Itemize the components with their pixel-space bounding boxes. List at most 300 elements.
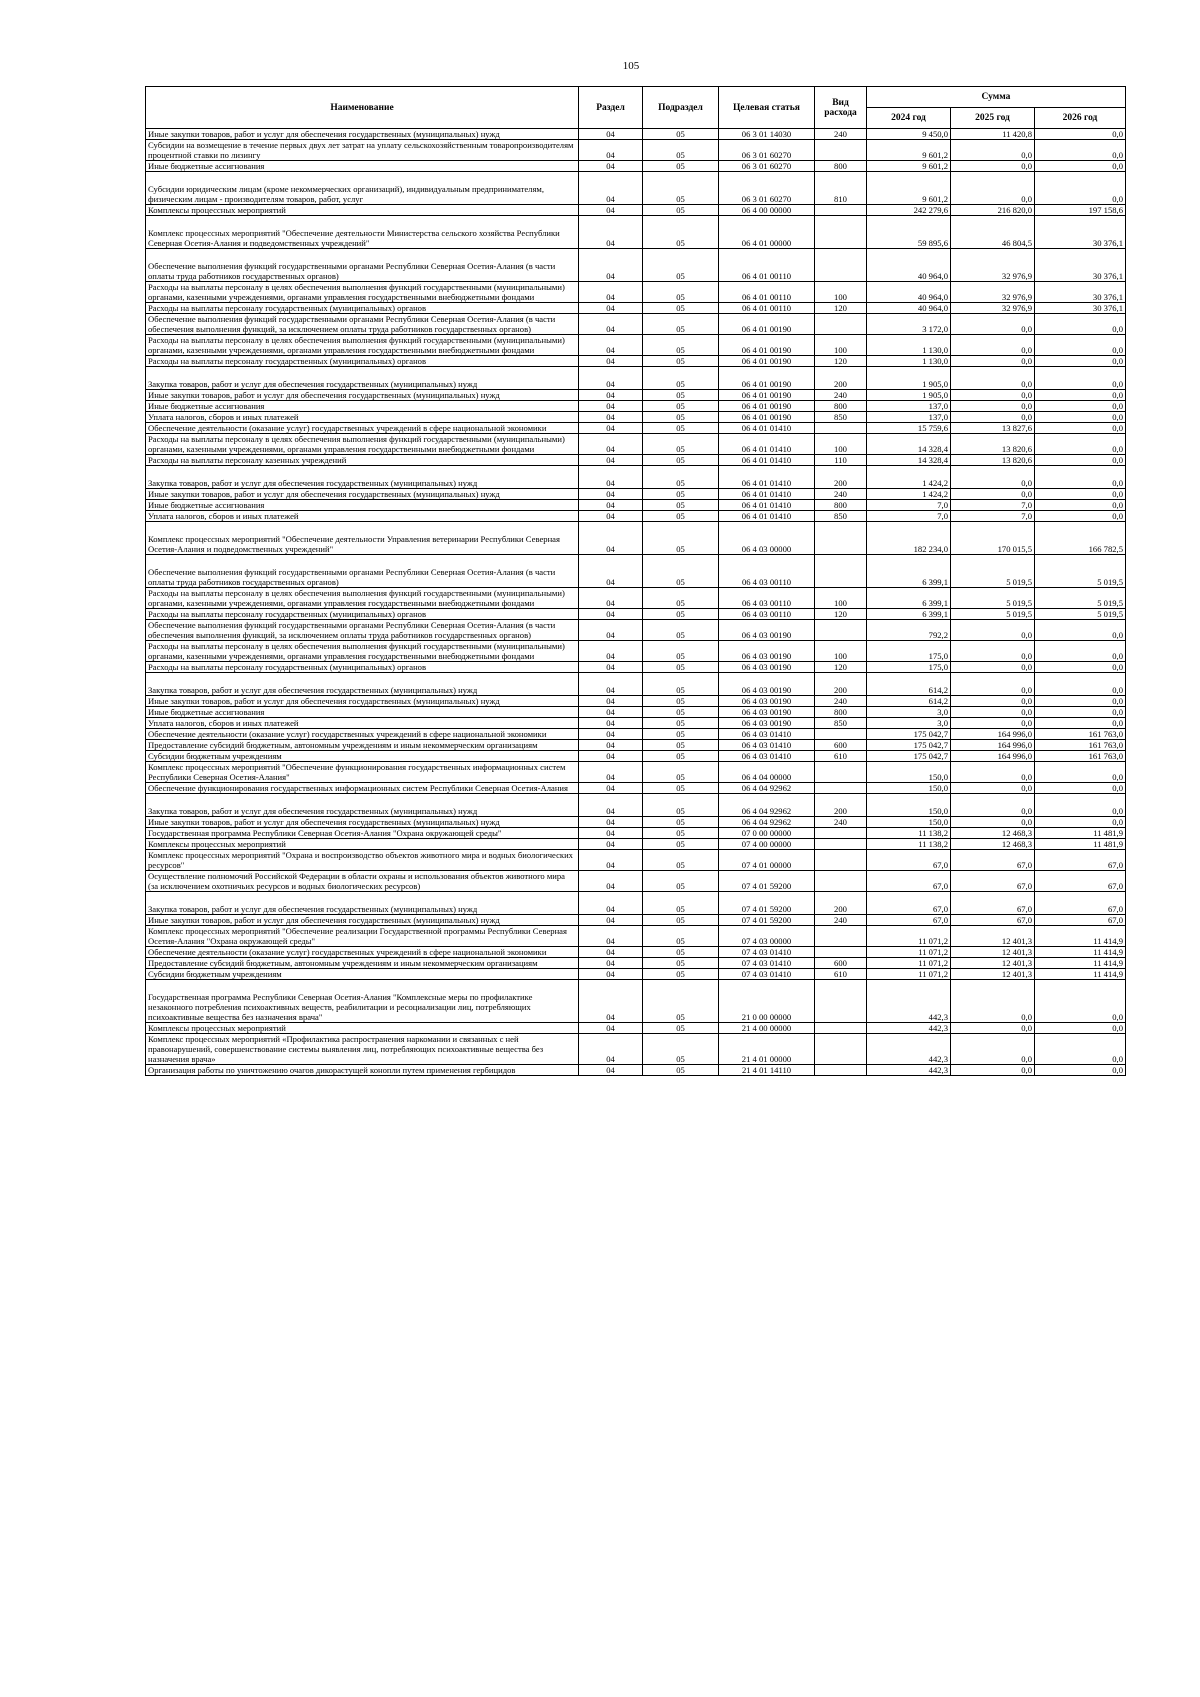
cell-target: 06 3 01 60270 <box>719 161 815 172</box>
table-row <box>146 740 1126 751</box>
cell-vid <box>815 839 867 850</box>
cell-target: 06 4 00 00000 <box>719 205 815 216</box>
cell-vid <box>815 1034 867 1065</box>
cell-2025: 0,0 <box>951 641 1035 662</box>
cell-2026: 0,0 <box>1035 412 1126 423</box>
cell-razdel: 04 <box>579 500 643 511</box>
cell-podrazdel: 05 <box>643 609 719 620</box>
cell-target: 06 4 04 92962 <box>719 794 815 817</box>
cell-2026: 0,0 <box>1035 980 1126 1023</box>
cell-target: 06 4 04 92962 <box>719 783 815 794</box>
cell-2026: 0,0 <box>1035 817 1126 828</box>
cell-2025: 216 820,0 <box>951 205 1035 216</box>
cell-2026: 166 782,5 <box>1035 522 1126 555</box>
cell-2025: 0,0 <box>951 673 1035 696</box>
cell-2026: 197 158,6 <box>1035 205 1126 216</box>
cell-2025: 12 401,3 <box>951 969 1035 980</box>
cell-2024: 40 964,0 <box>867 282 951 303</box>
table-row <box>146 828 1126 839</box>
cell-name: Закупка товаров, работ и услуг для обеспечения государственных (муниципальных) нужд <box>146 367 579 390</box>
cell-razdel: 04 <box>579 356 643 367</box>
cell-target: 21 4 00 00000 <box>719 1023 815 1034</box>
cell-target: 06 4 03 01410 <box>719 740 815 751</box>
cell-name: Расходы на выплаты персоналу государственных (муниципальных) органов <box>146 662 579 673</box>
cell-vid: 120 <box>815 609 867 620</box>
cell-2024: 7,0 <box>867 511 951 522</box>
cell-razdel: 04 <box>579 161 643 172</box>
cell-podrazdel: 05 <box>643 958 719 969</box>
cell-target: 06 4 04 00000 <box>719 762 815 783</box>
cell-2026: 0,0 <box>1035 172 1126 205</box>
cell-target: 06 4 01 00190 <box>719 412 815 423</box>
cell-razdel: 04 <box>579 511 643 522</box>
cell-target: 07 4 01 59200 <box>719 871 815 892</box>
table-row <box>146 401 1126 412</box>
cell-razdel: 04 <box>579 980 643 1023</box>
cell-2025: 0,0 <box>951 707 1035 718</box>
table-row <box>146 466 1126 489</box>
cell-2026: 0,0 <box>1035 620 1126 641</box>
cell-2024: 40 964,0 <box>867 303 951 314</box>
cell-name: Обеспечение выполнения функций государственными органами Республики Северная Осетия-Алания (в части обеспечения выполнения функций, за исключением оплаты труда работников государственных органов) <box>146 620 579 641</box>
cell-target: 07 4 00 00000 <box>719 839 815 850</box>
table-row <box>146 1023 1126 1034</box>
cell-vid <box>815 314 867 335</box>
cell-name: Иные закупки товаров, работ и услуг для обеспечения государственных (муниципальных) нужд <box>146 390 579 401</box>
cell-2024: 9 601,2 <box>867 140 951 161</box>
cell-2026: 0,0 <box>1035 707 1126 718</box>
cell-2024: 6 399,1 <box>867 609 951 620</box>
cell-podrazdel: 05 <box>643 641 719 662</box>
cell-podrazdel: 05 <box>643 303 719 314</box>
cell-2024: 9 450,0 <box>867 129 951 140</box>
cell-podrazdel: 05 <box>643 696 719 707</box>
cell-2024: 14 328,4 <box>867 455 951 466</box>
cell-vid <box>815 926 867 947</box>
cell-podrazdel: 05 <box>643 129 719 140</box>
cell-2024: 9 601,2 <box>867 172 951 205</box>
cell-2026: 0,0 <box>1035 794 1126 817</box>
cell-razdel: 04 <box>579 718 643 729</box>
cell-2024: 15 759,6 <box>867 423 951 434</box>
cell-target: 06 4 01 00110 <box>719 303 815 314</box>
cell-name: Обеспечение деятельности (оказание услуг) государственных учреждений в сфере национальной экономики <box>146 729 579 740</box>
cell-razdel: 04 <box>579 412 643 423</box>
cell-target: 06 4 01 00190 <box>719 367 815 390</box>
cell-2026: 0,0 <box>1035 762 1126 783</box>
cell-vid: 240 <box>815 129 867 140</box>
cell-name: Комплексы процессных мероприятий <box>146 205 579 216</box>
cell-razdel: 04 <box>579 620 643 641</box>
cell-name: Расходы на выплаты персоналу государственных (муниципальных) органов <box>146 303 579 314</box>
cell-razdel: 04 <box>579 794 643 817</box>
cell-vid: 610 <box>815 751 867 762</box>
cell-2026: 161 763,0 <box>1035 729 1126 740</box>
cell-podrazdel: 05 <box>643 729 719 740</box>
cell-2024: 175 042,7 <box>867 729 951 740</box>
cell-2024: 9 601,2 <box>867 161 951 172</box>
cell-podrazdel: 05 <box>643 500 719 511</box>
cell-target: 06 4 01 01410 <box>719 500 815 511</box>
cell-name: Иные бюджетные ассигнования <box>146 707 579 718</box>
cell-podrazdel: 05 <box>643 662 719 673</box>
cell-2025: 0,0 <box>951 696 1035 707</box>
cell-2024: 175 042,7 <box>867 751 951 762</box>
cell-name: Иные закупки товаров, работ и услуг для обеспечения государственных (муниципальных) нужд <box>146 817 579 828</box>
cell-name: Комплекс процессных мероприятий "Обеспечение деятельности Министерства сельского хозяйства Республики Северная Осетия-Алания и подведомственных учреждений" <box>146 216 579 249</box>
cell-razdel: 04 <box>579 850 643 871</box>
cell-name: Государственная программа Республики Северная Осетия-Алания "Комплексные меры по профилактике незаконного потребления психоактивных веществ, реабилитации и ресоциализации лиц, потребляющих психоактивные вещества без назначения врача" <box>146 980 579 1023</box>
cell-target: 07 4 03 01410 <box>719 947 815 958</box>
cell-2024: 3,0 <box>867 718 951 729</box>
cell-2025: 67,0 <box>951 915 1035 926</box>
cell-name: Уплата налогов, сборов и иных платежей <box>146 412 579 423</box>
cell-2025: 0,0 <box>951 140 1035 161</box>
cell-2025: 7,0 <box>951 511 1035 522</box>
cell-target: 07 4 01 59200 <box>719 915 815 926</box>
header-2025: 2025 год <box>951 108 1035 129</box>
cell-name: Расходы на выплаты персоналу в целях обеспечения выполнения функций государственными (муниципальными) органами, казенными учреждениями, органами управления государственными внебюджетными фондами <box>146 282 579 303</box>
cell-target: 07 4 01 00000 <box>719 850 815 871</box>
cell-vid: 240 <box>815 489 867 500</box>
cell-2025: 0,0 <box>951 314 1035 335</box>
cell-name: Комплексы процессных мероприятий <box>146 839 579 850</box>
cell-vid <box>815 850 867 871</box>
cell-podrazdel: 05 <box>643 783 719 794</box>
cell-2025: 164 996,0 <box>951 740 1035 751</box>
cell-vid <box>815 828 867 839</box>
cell-target: 06 4 03 00190 <box>719 641 815 662</box>
table-row <box>146 762 1126 783</box>
cell-2025: 0,0 <box>951 762 1035 783</box>
cell-razdel: 04 <box>579 249 643 282</box>
cell-2026: 0,0 <box>1035 356 1126 367</box>
cell-name: Предоставление субсидий бюджетным, автономным учреждениям и иным некоммерческим организациям <box>146 958 579 969</box>
cell-vid: 800 <box>815 707 867 718</box>
cell-vid: 610 <box>815 969 867 980</box>
cell-2025: 0,0 <box>951 718 1035 729</box>
cell-2025: 164 996,0 <box>951 729 1035 740</box>
cell-2025: 0,0 <box>951 783 1035 794</box>
cell-2026: 5 019,5 <box>1035 588 1126 609</box>
cell-2025: 13 827,6 <box>951 423 1035 434</box>
cell-2025: 12 401,3 <box>951 926 1035 947</box>
cell-name: Расходы на выплаты персоналу казенных учреждений <box>146 455 579 466</box>
cell-2024: 242 279,6 <box>867 205 951 216</box>
table-row <box>146 216 1126 249</box>
cell-2026: 11 414,9 <box>1035 947 1126 958</box>
cell-2026: 0,0 <box>1035 1065 1126 1076</box>
cell-razdel: 04 <box>579 390 643 401</box>
cell-2024: 67,0 <box>867 871 951 892</box>
cell-vid: 600 <box>815 740 867 751</box>
cell-target: 07 4 03 01410 <box>719 969 815 980</box>
cell-razdel: 04 <box>579 969 643 980</box>
cell-podrazdel: 05 <box>643 401 719 412</box>
table-row <box>146 455 1126 466</box>
cell-razdel: 04 <box>579 839 643 850</box>
table-row <box>146 500 1126 511</box>
cell-target: 06 4 03 00190 <box>719 707 815 718</box>
cell-razdel: 04 <box>579 673 643 696</box>
cell-razdel: 04 <box>579 205 643 216</box>
table-row <box>146 969 1126 980</box>
cell-name: Уплата налогов, сборов и иных платежей <box>146 718 579 729</box>
cell-podrazdel: 05 <box>643 161 719 172</box>
cell-2024: 150,0 <box>867 817 951 828</box>
cell-vid <box>815 1065 867 1076</box>
table-row <box>146 367 1126 390</box>
cell-2026: 0,0 <box>1035 314 1126 335</box>
cell-razdel: 04 <box>579 522 643 555</box>
cell-2025: 5 019,5 <box>951 609 1035 620</box>
header-razdel: Раздел <box>579 87 643 129</box>
cell-podrazdel: 05 <box>643 335 719 356</box>
cell-2024: 6 399,1 <box>867 555 951 588</box>
cell-razdel: 04 <box>579 817 643 828</box>
cell-target: 06 4 01 01410 <box>719 489 815 500</box>
cell-2026: 0,0 <box>1035 401 1126 412</box>
cell-2024: 11 071,2 <box>867 958 951 969</box>
cell-vid <box>815 522 867 555</box>
table-row <box>146 783 1126 794</box>
cell-razdel: 04 <box>579 140 643 161</box>
cell-razdel: 04 <box>579 926 643 947</box>
table-row <box>146 696 1126 707</box>
table-row <box>146 522 1126 555</box>
cell-2024: 11 071,2 <box>867 947 951 958</box>
cell-2026: 0,0 <box>1035 140 1126 161</box>
cell-2024: 1 905,0 <box>867 390 951 401</box>
table-row <box>146 161 1126 172</box>
cell-target: 06 4 01 00190 <box>719 335 815 356</box>
cell-podrazdel: 05 <box>643 356 719 367</box>
cell-podrazdel: 05 <box>643 314 719 335</box>
cell-2026: 161 763,0 <box>1035 751 1126 762</box>
cell-podrazdel: 05 <box>643 367 719 390</box>
cell-razdel: 04 <box>579 729 643 740</box>
cell-name: Субсидии бюджетным учреждениям <box>146 751 579 762</box>
table-row <box>146 871 1126 892</box>
cell-podrazdel: 05 <box>643 466 719 489</box>
cell-2026: 11 481,9 <box>1035 828 1126 839</box>
cell-name: Закупка товаров, работ и услуг для обеспечения государственных (муниципальных) нужд <box>146 794 579 817</box>
cell-target: 06 3 01 60270 <box>719 172 815 205</box>
cell-2026: 0,0 <box>1035 129 1126 140</box>
table-row <box>146 641 1126 662</box>
cell-target: 06 4 01 00190 <box>719 401 815 412</box>
cell-2026: 0,0 <box>1035 367 1126 390</box>
cell-2026: 30 376,1 <box>1035 249 1126 282</box>
header-vid: Вид расхода <box>815 87 867 129</box>
cell-2026: 67,0 <box>1035 850 1126 871</box>
cell-name: Расходы на выплаты персоналу в целях обеспечения выполнения функций государственными (муниципальными) органами, казенными учреждениями, органами управления государственными внебюджетными фондами <box>146 588 579 609</box>
cell-2025: 11 420,8 <box>951 129 1035 140</box>
cell-2024: 14 328,4 <box>867 434 951 455</box>
cell-name: Комплекс процессных мероприятий "Обеспечение функционирования государственных информационных систем Республики Северная Осетия-Алания" <box>146 762 579 783</box>
cell-2026: 0,0 <box>1035 335 1126 356</box>
cell-2026: 5 019,5 <box>1035 609 1126 620</box>
cell-target: 06 3 01 14030 <box>719 129 815 140</box>
cell-podrazdel: 05 <box>643 828 719 839</box>
cell-name: Комплекс процессных мероприятий "Охрана и воспроизводство объектов животного мира и водных биологических ресурсов" <box>146 850 579 871</box>
cell-razdel: 04 <box>579 423 643 434</box>
cell-2025: 67,0 <box>951 892 1035 915</box>
cell-2024: 150,0 <box>867 794 951 817</box>
cell-vid: 200 <box>815 892 867 915</box>
cell-2024: 11 138,2 <box>867 839 951 850</box>
cell-target: 06 4 03 00190 <box>719 673 815 696</box>
cell-razdel: 04 <box>579 314 643 335</box>
cell-podrazdel: 05 <box>643 489 719 500</box>
cell-podrazdel: 05 <box>643 205 719 216</box>
cell-razdel: 04 <box>579 489 643 500</box>
cell-2025: 13 820,6 <box>951 455 1035 466</box>
table-row <box>146 282 1126 303</box>
cell-podrazdel: 05 <box>643 423 719 434</box>
cell-name: Субсидии на возмещение в течение первых двух лет затрат на уплату сельскохозяйственным товаропроизводителям процентной ставки по лизингу <box>146 140 579 161</box>
cell-2026: 0,0 <box>1035 489 1126 500</box>
cell-2026: 67,0 <box>1035 871 1126 892</box>
table-header <box>146 87 1126 129</box>
cell-2025: 0,0 <box>951 356 1035 367</box>
cell-vid <box>815 205 867 216</box>
cell-2024: 614,2 <box>867 673 951 696</box>
cell-name: Обеспечение выполнения функций государственными органами Республики Северная Осетия-Алания (в части обеспечения выполнения функций, за исключением оплаты труда работников государственных органов) <box>146 314 579 335</box>
cell-2024: 137,0 <box>867 401 951 412</box>
cell-vid <box>815 980 867 1023</box>
cell-2026: 0,0 <box>1035 161 1126 172</box>
table-row <box>146 947 1126 958</box>
cell-vid: 240 <box>815 817 867 828</box>
cell-target: 06 4 03 00110 <box>719 588 815 609</box>
cell-name: Комплекс процессных мероприятий "Обеспечение реализации Государственной программы Республики Северная Осетия-Алания "Охрана окружающей среды" <box>146 926 579 947</box>
cell-2026: 0,0 <box>1035 1034 1126 1065</box>
cell-name: Расходы на выплаты персоналу государственных (муниципальных) органов <box>146 609 579 620</box>
table-row <box>146 707 1126 718</box>
cell-vid <box>815 783 867 794</box>
page-number: 105 <box>622 60 640 72</box>
header-podrazdel: Подраздел <box>643 87 719 129</box>
cell-vid: 200 <box>815 794 867 817</box>
cell-2024: 11 071,2 <box>867 969 951 980</box>
cell-razdel: 04 <box>579 662 643 673</box>
cell-2025: 7,0 <box>951 500 1035 511</box>
cell-target: 21 4 01 00000 <box>719 1034 815 1065</box>
cell-vid: 200 <box>815 673 867 696</box>
table-row <box>146 1034 1126 1065</box>
cell-vid <box>815 1023 867 1034</box>
table-row <box>146 434 1126 455</box>
cell-2025: 46 804,5 <box>951 216 1035 249</box>
cell-name: Обеспечение выполнения функций государственными органами Республики Северная Осетия-Алания (в части оплаты труда работников государственных органов) <box>146 249 579 282</box>
cell-vid: 800 <box>815 500 867 511</box>
cell-razdel: 04 <box>579 871 643 892</box>
table-row <box>146 390 1126 401</box>
table-row <box>146 140 1126 161</box>
cell-target: 06 4 01 01410 <box>719 455 815 466</box>
cell-2025: 0,0 <box>951 794 1035 817</box>
cell-vid: 240 <box>815 390 867 401</box>
cell-target: 07 4 03 01410 <box>719 958 815 969</box>
header-2026: 2026 год <box>1035 108 1126 129</box>
cell-2026: 30 376,1 <box>1035 282 1126 303</box>
cell-podrazdel: 05 <box>643 1065 719 1076</box>
table-row <box>146 489 1126 500</box>
cell-2024: 1 424,2 <box>867 489 951 500</box>
cell-name: Комплекс процессных мероприятий "Обеспечение деятельности Управления ветеринарии Республики Северная Осетия-Алания и подведомственных учреждений" <box>146 522 579 555</box>
cell-razdel: 04 <box>579 455 643 466</box>
table-row <box>146 620 1126 641</box>
cell-2025: 0,0 <box>951 980 1035 1023</box>
cell-2026: 11 414,9 <box>1035 969 1126 980</box>
table-row <box>146 839 1126 850</box>
cell-2026: 11 481,9 <box>1035 839 1126 850</box>
cell-target: 06 4 01 00000 <box>719 216 815 249</box>
cell-2026: 67,0 <box>1035 915 1126 926</box>
cell-target: 06 4 01 00190 <box>719 356 815 367</box>
cell-name: Расходы на выплаты персоналу в целях обеспечения выполнения функций государственными (муниципальными) органами, казенными учреждениями, органами управления государственными внебюджетными фондами <box>146 434 579 455</box>
cell-vid: 110 <box>815 455 867 466</box>
cell-podrazdel: 05 <box>643 839 719 850</box>
cell-vid: 800 <box>815 401 867 412</box>
cell-2026: 0,0 <box>1035 423 1126 434</box>
cell-name: Закупка товаров, работ и услуг для обеспечения государственных (муниципальных) нужд <box>146 892 579 915</box>
cell-razdel: 04 <box>579 282 643 303</box>
cell-2026: 0,0 <box>1035 434 1126 455</box>
cell-2026: 0,0 <box>1035 718 1126 729</box>
cell-2024: 175,0 <box>867 641 951 662</box>
cell-2024: 792,2 <box>867 620 951 641</box>
cell-vid <box>815 947 867 958</box>
table-row <box>146 205 1126 216</box>
cell-razdel: 04 <box>579 216 643 249</box>
cell-target: 06 4 01 01410 <box>719 434 815 455</box>
cell-2026: 0,0 <box>1035 511 1126 522</box>
cell-razdel: 04 <box>579 707 643 718</box>
cell-name: Закупка товаров, работ и услуг для обеспечения государственных (муниципальных) нужд <box>146 466 579 489</box>
cell-podrazdel: 05 <box>643 740 719 751</box>
cell-2025: 12 401,3 <box>951 958 1035 969</box>
cell-podrazdel: 05 <box>643 555 719 588</box>
cell-2025: 32 976,9 <box>951 249 1035 282</box>
cell-vid <box>815 216 867 249</box>
cell-razdel: 04 <box>579 335 643 356</box>
table-row <box>146 555 1126 588</box>
cell-2026: 0,0 <box>1035 466 1126 489</box>
cell-razdel: 04 <box>579 588 643 609</box>
cell-vid: 100 <box>815 434 867 455</box>
cell-2026: 0,0 <box>1035 662 1126 673</box>
cell-2024: 442,3 <box>867 980 951 1023</box>
cell-podrazdel: 05 <box>643 947 719 958</box>
cell-2026: 0,0 <box>1035 673 1126 696</box>
table-row <box>146 662 1126 673</box>
cell-2025: 5 019,5 <box>951 555 1035 588</box>
cell-2024: 3,0 <box>867 707 951 718</box>
table-row <box>146 423 1126 434</box>
cell-razdel: 04 <box>579 367 643 390</box>
cell-2025: 0,0 <box>951 662 1035 673</box>
cell-podrazdel: 05 <box>643 926 719 947</box>
cell-podrazdel: 05 <box>643 249 719 282</box>
cell-target: 06 4 01 00190 <box>719 390 815 401</box>
cell-2025: 0,0 <box>951 172 1035 205</box>
cell-podrazdel: 05 <box>643 455 719 466</box>
cell-2026: 0,0 <box>1035 641 1126 662</box>
cell-vid: 810 <box>815 172 867 205</box>
cell-razdel: 04 <box>579 1034 643 1065</box>
